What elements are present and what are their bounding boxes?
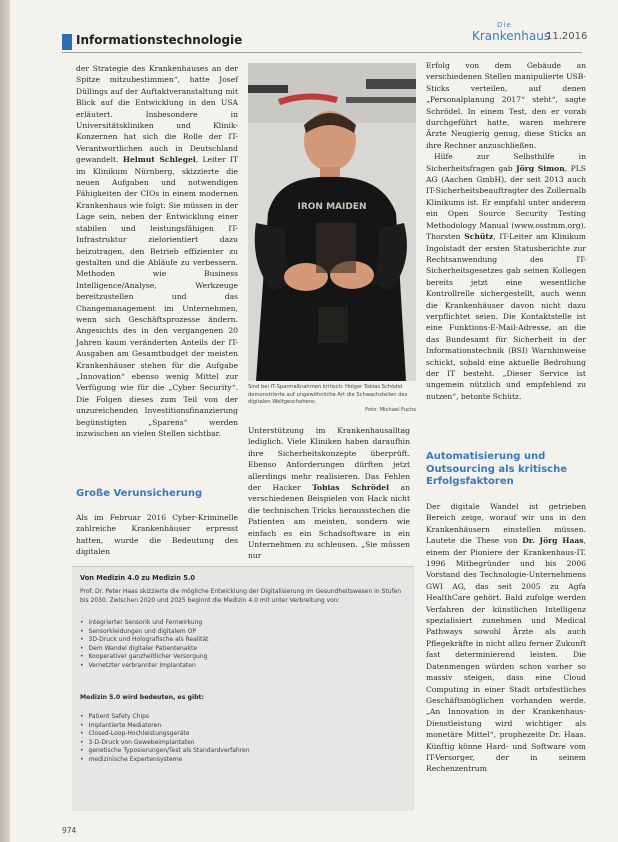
paragraph: Als im Februar 2016 Cyber-Kriminelle zahlreiche Krankenhäuser erpresst hatten, wurde die Bedeutung des digitalen (76, 513, 238, 557)
info-box-title: Von Medizin 4.0 zu Medizin 5.0 (80, 574, 195, 582)
photo-illustration (248, 63, 416, 381)
text-run: , PLS AG (Aachen GmbH), der seit 2013 auch IT-Sicherheitsbeauftragter des Zollernalb Klinikums ist. Er empfahl unter anderem ein Open Source Security Testing Methodology Manual (www.osstmm.org). Thorsten (426, 163, 586, 242)
section-title: Informationstechnologie (76, 33, 243, 47)
list-item: • integrierter Sensorik und Fernwirkung (80, 619, 208, 628)
list-item: • Vernetzter verbrannter Implantaten (80, 662, 208, 671)
paragraph (426, 151, 586, 402)
paragraph (426, 501, 586, 775)
column-3 (426, 60, 586, 402)
issue-date: 11.2016 (546, 31, 588, 42)
paragraph (248, 425, 410, 562)
page-spine-shadow (0, 0, 10, 842)
info-box-subtitle: Medizin 5.0 wird bedeuten, es gibt: (80, 694, 204, 701)
column-3-continued (426, 501, 586, 775)
text-run: der Strategie des Krankenhauses an der Spitze mitzubestimmen“, hatte Josef Düllings auf der Auftaktveranstaltung mit Blick auf die Entwicklung in den USA erläutert. Insbesondere in Universitätskliniken und Klinik-Konzernen hat sich die Rolle der IT-Verantwortlichen auch in Deutschland gewandelt. (76, 64, 238, 165)
text-run: , Leiter IT im Klinikum Nürnberg, skizzierte die neuen Aufgaben und notwendigen Fähigkeiten der CIOs in einem modernen Krankenhaus wie folgt: Sie müssen in der Lage sein, neben der Entwicklung einer stabilen und leistungsfähigen IT-Infrastruktur zielorientiert dazu beizutragen, den Betrieb effizienter zu gestalten und die Abläufe zu verbessern. Methoden wie Business Intelligence/Analyse, Werkzeuge bereitzustellen und das Changemanagement im Unternehmen, wenn sich Geschäftsprozesse ändern. Angesichts des in den vergangenen 20 Jahren kaum veränderten Anteils der IT-Ausgaben am Gesamtbudget der meisten Krankenhäuser stehen für die Aufgabe „Innovation“ ebenso wenig Mittel zur Verfügung wie für die „Cyber Security“. Die Folgen dieses zum Teil von der unzureichenden Investitionsfinanzierung begünstigten „Sparens“ werden inzwischen an vielen Stellen sichtbar. (76, 155, 238, 438)
header-rule (62, 52, 582, 53)
text-run: an verschiedenen Beispielen von Hack nicht die technischen Tricks herausstechen die Patienten am meisten, sondern wie einfach es ein Schadsoftware in ein Unternehmen zu schleusen. „Sie müssen nur (248, 483, 410, 561)
list-item: • Patient Safety Chips (80, 713, 250, 722)
person-name: Helmut Schlegel (122, 155, 196, 165)
text-run: Unterstützung im Krankenhausalltag lediglich. Viele Kliniken haben daraufhin ihre Sicherheitskonzepte überprüft. Ebenso Anforderungen dürften jetzt allerdings mehr realisieren. Das Fehlen der Hacker (248, 426, 410, 493)
logo-article: Die (497, 21, 512, 29)
person-name: Jörg Simon (516, 163, 565, 173)
list-item: • medizinische Expertensysteme (80, 756, 250, 765)
list-item: • Implantierte Mediatoren (80, 722, 250, 731)
list-item: • Sensorkleidungen und digitalem OP (80, 628, 208, 637)
text-run: , einem der Pioniere der Krankenhaus-IT. 1996 Mitbegründer und bis 2006 Vorstand des Technologie-Unternehmens GWI AG, das seit 2005 zu Agfa HealthCare gehört. Bald zufolge werden Verfahren der künstlichen Intelligenz spezialisiert zunehmen und Medical Pathways sowohl Ärzte als auch Pflegekräfte in nicht allzu ferner Zukunft fast determinierend leisten. Die Datenmengen würden schon vorher so massiv steigen, dass eine Cloud Computing in einer Stadt ortsfestliches Geschäftsmöglichen vorhanden werde. „An Innovation in der Krankenhaus-Dienstleistung wird wichtiger als monetäre Mittel“, prophezeite Dr. Haas. Künftig könne Hard- und Software vom IT-Versorger, der in seinem Rechenzentrum (426, 536, 586, 774)
info-box-medizin (72, 566, 414, 811)
list-item: • 3D-Druck und Holografische als Realität (80, 636, 208, 645)
medizin-5-list (80, 713, 250, 765)
column-1-continued (76, 512, 238, 558)
column-2 (248, 425, 410, 562)
list-item: • 3-D-Druck von Gewebeimplantaten (80, 739, 250, 748)
paragraph: Erfolg von dem Gebäude an verschiedenen Stellen manipulierte USB-Sticks verteilen, auf denen „Personalplanung 2017“ steht“, sagte Schrödel. In einem Test, den er vorab durchgeführt hatte, waren mehrere Ärzte Neugierig genug, diese Sticks an ihre Rechner anzuschließen. (426, 61, 586, 150)
list-item: • Dem Wandel digitaler Patientenakte (80, 645, 208, 654)
speaker-photo (248, 63, 416, 381)
text-run: Der digitale Wandel ist getrieben Bereich zeige, worauf wir uns in den Krankenhäusern einstellen müssen. Lautete die These von (426, 502, 586, 546)
column-1 (76, 63, 238, 439)
person-name: Dr. Jörg Haas (522, 536, 584, 546)
magazine-logo: Krankenhaus (472, 29, 551, 43)
person-name: Schütz (464, 232, 494, 242)
subheading-automatisierung: Automatisierung und Outsourcing als kritische Erfolgsfaktoren (426, 451, 567, 487)
page-number: 974 (62, 826, 77, 835)
photo-caption (248, 384, 416, 414)
person-name: Tobias Schrödel (312, 483, 389, 493)
subheading-grosse-verunsicherung: Große Verunsicherung (76, 488, 203, 499)
paragraph (76, 63, 238, 439)
shirt-print: IRON MAIDEN (297, 202, 367, 212)
list-item: • genetische Typosierungen/Test als Standardverfahren (80, 747, 250, 756)
list-item: • Kooperativer ganzheitlicher Versorgung (80, 653, 208, 662)
medizin-4-list (80, 619, 208, 671)
text-run: Hilfe zur Selbsthilfe in Sicherheitsfragen gab (426, 152, 586, 173)
info-box-intro: Prof. Dr. Peter Haas skizzierte die mögliche Entwicklung der Digitalisierung im Gesundheitswesen in Stufen bis 2030. Zwischen 2020 und 2025 beginnt die Medizin 4.0 mit unter Verbreitung von: (80, 588, 402, 604)
section-marker (62, 34, 72, 50)
list-item: • Closed-Loop-Hochleistungsgeräte (80, 730, 250, 739)
text-run: , IT-Leiter am Klinikum Ingolstadt der ersten Statusberichte zur Rechtsanwendung des IT-Sicherheitsgesetzes gab seinen Kollegen bereits jetzt eine wesentliche Kontrollrelle sichergestellt, auch wenn die Krankenhäuser davon nicht dazu verpflichtet seien. Die Kontaktstelle ist eine Funktions-E-Mail-Adresse, an die das Bundesamt für Sicherheit in der Informationstechnik (BSI) Warnhinweise schickt, sobald eine aktuelle Bedrohung der IT besteht. „Dieser Service ist ungemein nützlich und empfehlend zu nutzen“, betonte Schütz. (426, 232, 587, 401)
caption-text: Sind bei IT-Sparmaßnahmen kritisch: Holger Tobias Schödel demonstrierte auf ungewöhnliche Art die Schwachstellen des digitalen Weltgeschehens. (248, 384, 408, 406)
photo-credit: Foto: Michael Fuchs (365, 406, 416, 413)
